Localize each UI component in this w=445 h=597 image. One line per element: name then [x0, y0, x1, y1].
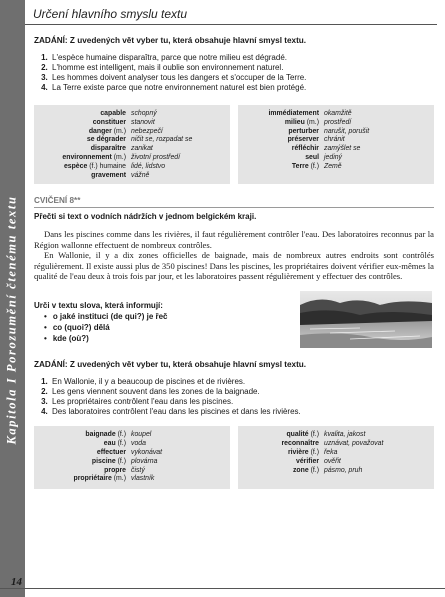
page-header	[25, 4, 437, 25]
vocabulary-box-2	[34, 426, 434, 489]
river-photo	[300, 291, 432, 348]
vocab-entry: effectuer vykonávat	[96, 449, 163, 456]
task-instruction-2: ZADÁNÍ: Z uvedených vět vyber tu, která obsahuje hlavní smysl textu.	[34, 360, 307, 370]
vocab-entry: gravement vážně	[91, 171, 150, 179]
section-title: Určení hlavního smyslu textu	[33, 7, 188, 21]
vocab-entry: espèce (f.) humaine lidé, lidstvo	[63, 162, 166, 170]
sentence-option: 2. Les gens viennent souvent dans les zones de la baignade.	[50, 387, 434, 396]
vocab-entry: baignade (f.) koupel	[85, 431, 152, 439]
vocab-entry: se dégrader ničit se, rozpadat se	[86, 136, 193, 144]
vocab-entry: propriétaire (m.) vlastník	[73, 475, 155, 483]
vocab-entry: perturber narušit, porušit	[288, 127, 370, 135]
sentence-list	[34, 53, 434, 92]
sentence-option: 4. Des laboratoires contrôlent l'eau dans les piscines et dans les rivières.	[50, 407, 434, 416]
sentence-option: 3. Les hommes doivent analyser tous les dangers et s'occuper de la Terre.	[50, 73, 434, 82]
vocab-entry: qualité (f.) kvalita, jakost	[286, 431, 366, 439]
vocab-entry: seul jediný	[305, 153, 343, 161]
vocab-entry: reconnaître uznávat, považovat	[281, 440, 384, 448]
question-item: • co (quoi?) dělá	[44, 322, 296, 333]
sentence-list-2	[34, 377, 434, 416]
question-item: • kde (où?)	[44, 333, 296, 344]
vocab-entry: rivière (f.) řeka	[287, 449, 338, 456]
vocab-column-left	[34, 426, 230, 489]
vocab-entry: milieu (m.) prostředí	[284, 118, 352, 126]
article-paragraph: En Wallonie, il y a dix zones officielles de baignade, mais de nombreux autres endroits sont contrôlés régulièrement. Il existe aussi plus de 350 piscines! Dans les piscines, les propriétaires doivent vérifier eux-mêmes la qualité de l'eau deux à trois fois par jour, et les laboratoires passent régulièrement y effectuer des contrôles.	[34, 250, 434, 281]
page-number: 14	[11, 576, 22, 588]
article-paragraph: Dans les piscines comme dans les rivières, il faut régulièrement contrôler l'eau. Des laboratoires reconnus par la Région wallonne effectuent de nombreux contrôles.	[34, 229, 434, 250]
vocab-entry: danger (m.) nebezpečí	[88, 127, 163, 135]
chapter-sidebar	[0, 0, 25, 597]
vocab-entry: zone (f.) pásmo, pruh	[292, 466, 363, 474]
vocab-entry: disparaître zanikat	[90, 145, 153, 153]
vocab-entry: immédiatement okamžitě	[268, 110, 352, 117]
question-list	[34, 311, 296, 344]
sentence-option: 1. L'espèce humaine disparaîtra, parce que notre milieu est dégradé.	[50, 53, 434, 62]
sentence-option: 2. L'homme est intelligent, mais il oublie son environnement naturel.	[50, 63, 434, 72]
sentence-option: 3. Les propriétaires contrôlent l'eau dans les piscines.	[50, 397, 434, 406]
article-text	[34, 229, 434, 281]
vocab-entry: préserver chránit	[287, 136, 345, 144]
vocab-column-right	[238, 426, 434, 489]
question-item: • o jaké instituci (de qui?) je řeč	[44, 311, 296, 322]
vocab-entry: propre čistý	[104, 466, 145, 474]
exercise-heading: CVIČENÍ 8**	[34, 196, 81, 206]
question-title: Urči v textu slova, která informují:	[34, 301, 163, 311]
vocab-column-right	[238, 105, 434, 184]
vocabulary-box	[34, 105, 434, 184]
vocab-entry: réfléchir zamýšlet se	[291, 145, 361, 153]
vocab-entry: environnement (m.) životní prostředí	[62, 153, 181, 161]
task-instruction: ZADÁNÍ: Z uvedených vět vyber tu, která obsahuje hlavní smysl textu.	[34, 36, 307, 45]
vocab-entry: piscine (f.) plovárna	[91, 457, 158, 465]
page-content	[34, 36, 434, 489]
vocab-entry: eau (f.) voda	[103, 440, 146, 448]
vocab-entry: constituer stanovit	[92, 118, 155, 126]
footer-rule	[0, 588, 445, 589]
exercise-instruction: Přečti si text o vodních nádržích v jednom belgickém kraji.	[34, 212, 257, 222]
sentence-option: 4. La Terre existe parce que notre environnement naturel est bien protégé.	[50, 83, 434, 92]
vocab-column-left	[34, 105, 230, 184]
question-block	[34, 291, 434, 348]
vocab-entry: vérifier ověřit	[296, 457, 341, 465]
vocab-entry: capable schopný	[100, 110, 157, 117]
chapter-title: Kapitola I Porozumění čtenému textu	[4, 195, 19, 445]
vocab-entry: Terre (f.) Země	[291, 162, 342, 170]
divider	[34, 207, 434, 208]
sentence-option: 1. En Wallonie, il y a beaucoup de piscines et de rivières.	[50, 377, 434, 386]
